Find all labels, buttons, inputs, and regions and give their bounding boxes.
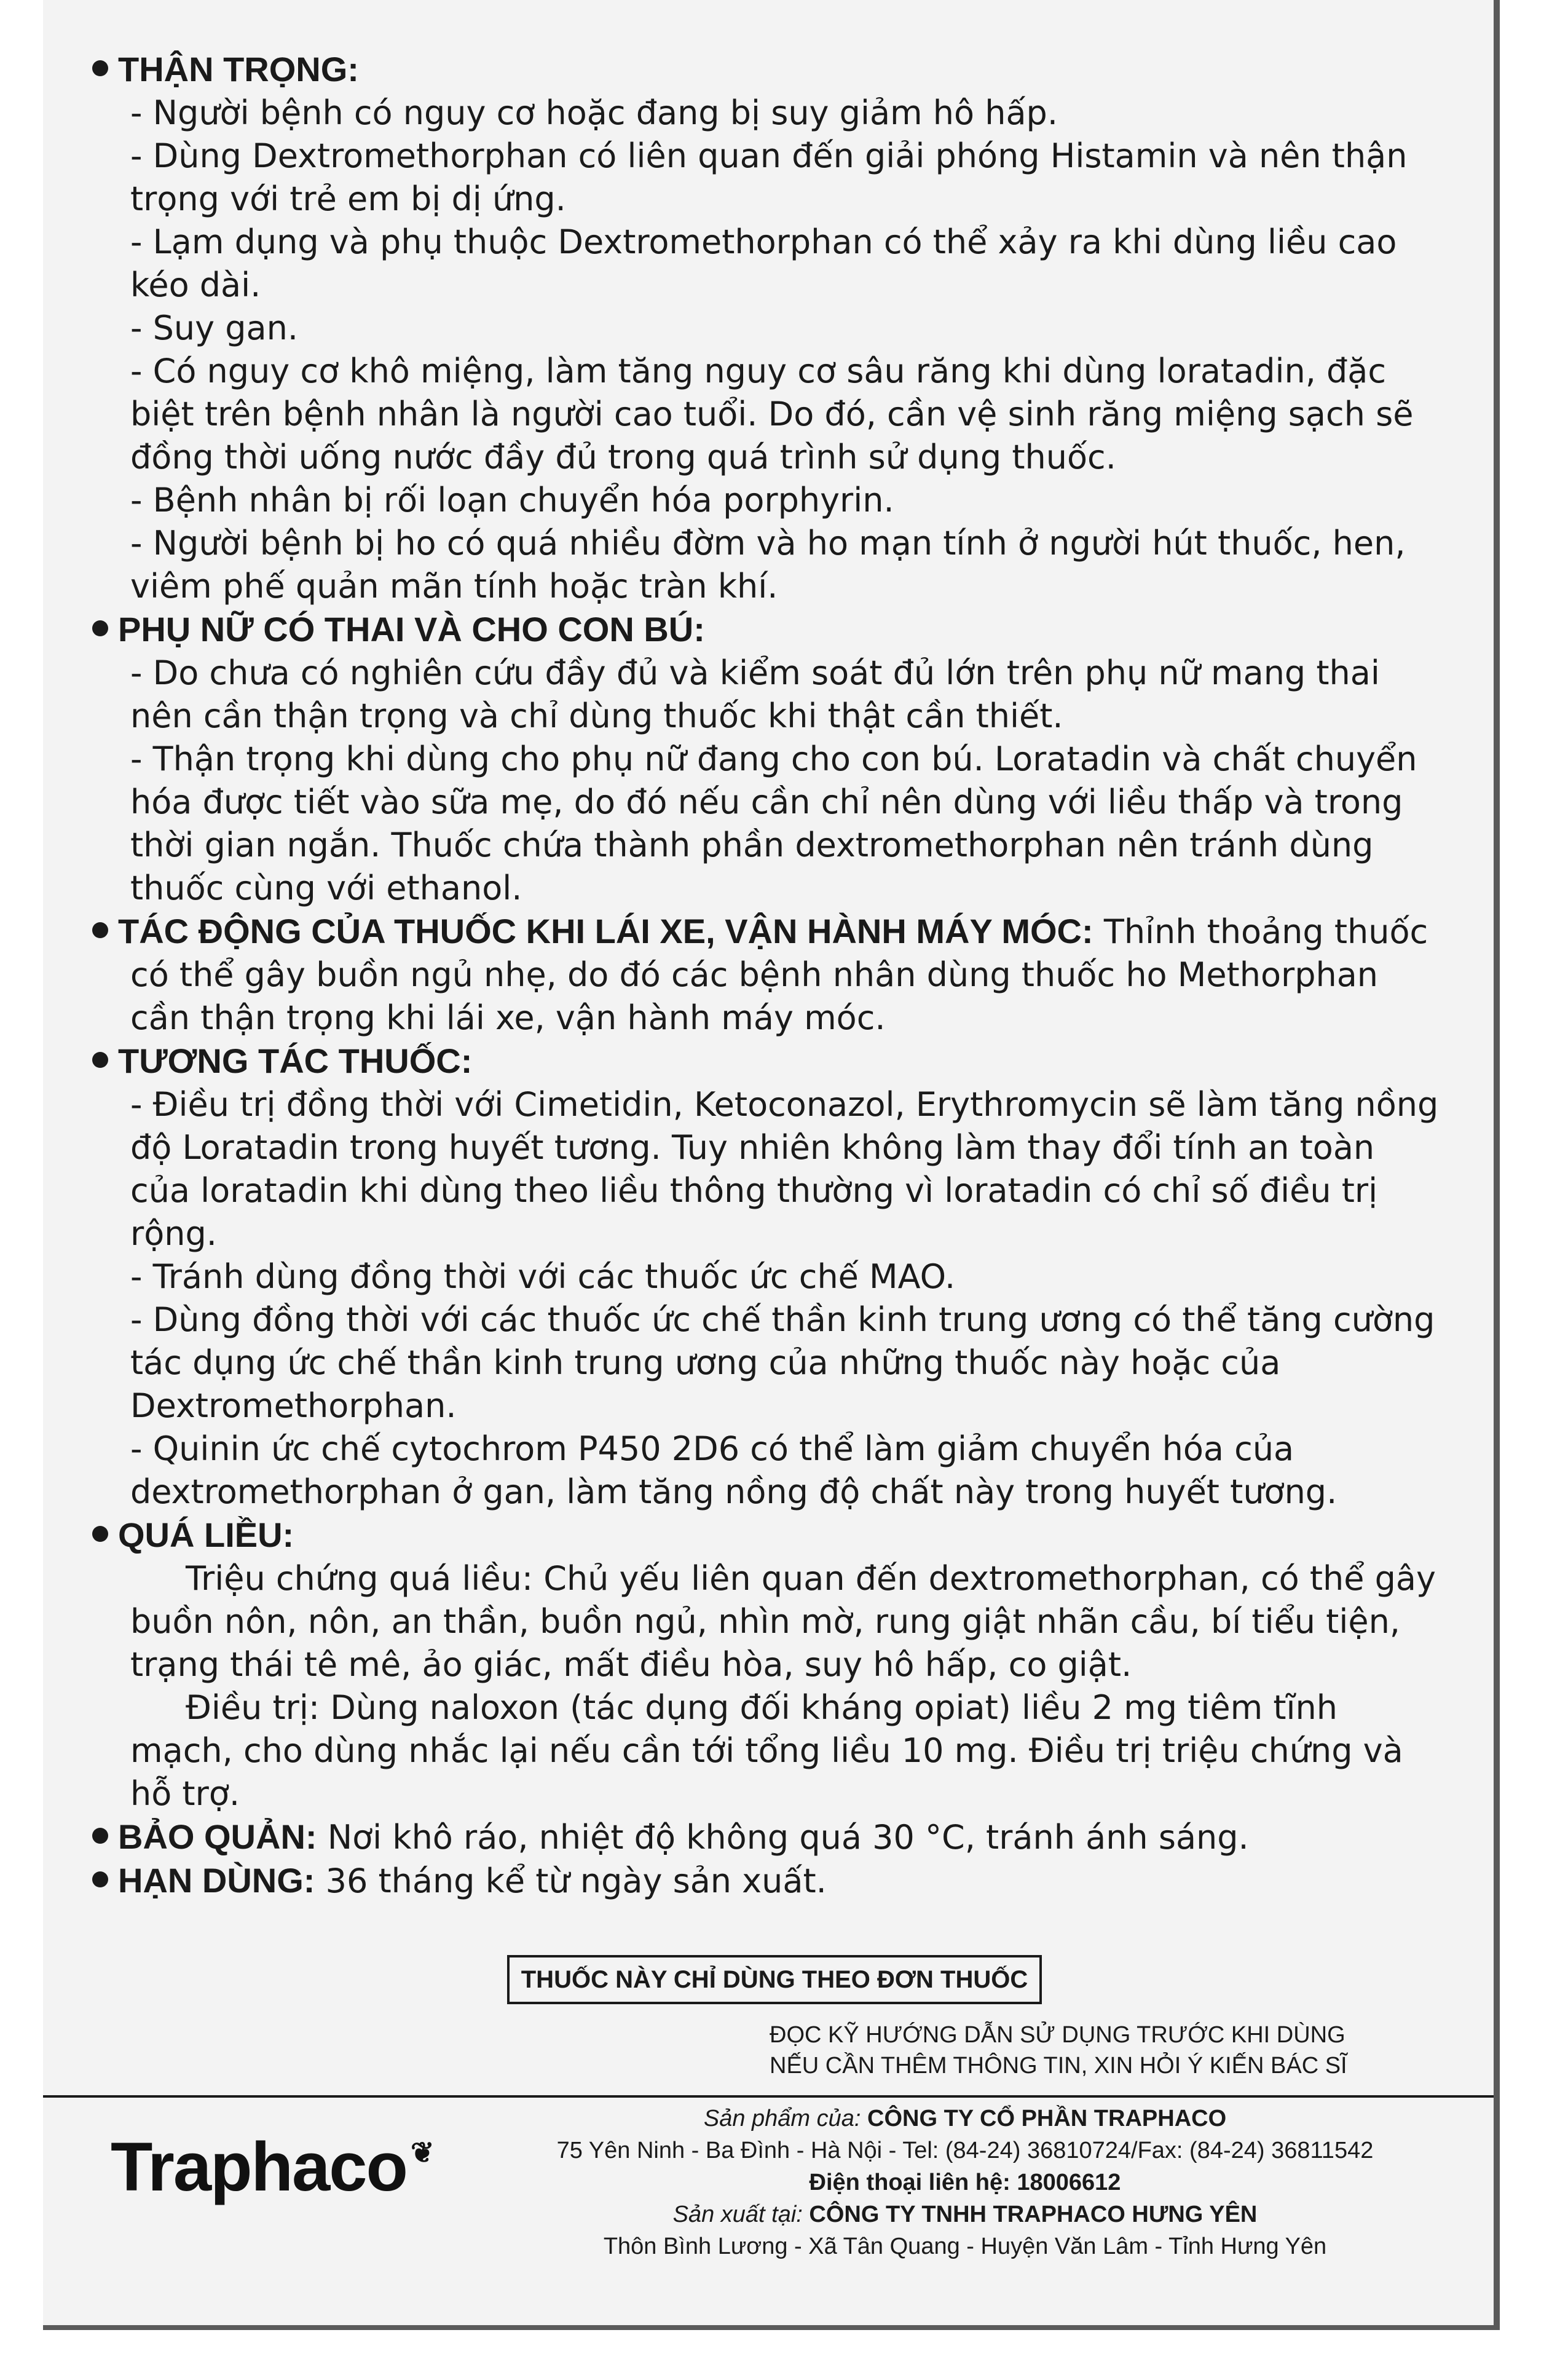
tuong-tac-line: - Điều trị đồng thời với Cimetidin, Ketoconazol, Erythromycin sẽ làm tăng nồng độ Loratadin trong huyết tương. Tuy nhiên không làm thay đổi tính an toàn của loratadin khi dùng theo liều thông thường vì loratadin có chỉ số điều trị rộng.: [130, 1085, 1439, 1253]
leaf-icon: ❦: [410, 2136, 433, 2168]
bullet-icon: [92, 620, 108, 636]
company-footer: [467, 2103, 1463, 2262]
heading-qua-lieu: QUÁ LIỀU:: [118, 1515, 294, 1554]
prescription-box: THUỐC NÀY CHỈ DÙNG THEO ĐƠN THUỐC: [507, 1955, 1042, 2004]
than-trong-line: - Người bệnh bị ho có quá nhiều đờm và ho mạn tính ở người hút thuốc, hen, viêm phế quản mãn tính hoặc tràn khí.: [130, 524, 1406, 606]
phu-nu-line: - Do chưa có nghiên cứu đầy đủ và kiểm soát đủ lớn trên phụ nữ mang thai nên cần thận trọng và chỉ dùng thuốc khi thật cần thiết.: [130, 654, 1380, 735]
than-trong-line: - Có nguy cơ khô miệng, làm tăng nguy cơ sâu răng khi dùng loratadin, đặc biệt trên bệnh nhân là người cao tuổi. Do đó, cần vệ sinh răng miệng sạch sẽ đồng thời uống nước đầy đủ trong quá trình sử dụng thuốc.: [130, 352, 1414, 476]
product-by: CÔNG TY CỔ PHẦN TRAPHACO: [867, 2106, 1227, 2131]
section-bao-quan: [92, 1815, 1444, 1859]
than-trong-line: - Lạm dụng và phụ thuộc Dextromethorphan có thể xảy ra khi dùng liều cao kéo dài.: [130, 223, 1397, 304]
section-than-trong: [92, 48, 1444, 608]
han-dung-text: 36 tháng kể từ ngày sản xuất.: [325, 1862, 827, 1900]
bullet-icon: [92, 1052, 108, 1068]
heading-tuong-tac: TƯƠNG TÁC THUỐC:: [118, 1041, 473, 1080]
heading-han-dung: HẠN DÙNG:: [118, 1861, 315, 1900]
tuong-tac-line: - Tránh dùng đồng thời với các thuốc ức chế MAO.: [130, 1257, 956, 1296]
bullet-icon: [92, 1828, 108, 1844]
section-han-dung: [92, 1859, 1444, 1903]
heading-phu-nu: PHỤ NỮ CÓ THAI VÀ CHO CON BÚ:: [118, 610, 705, 649]
phu-nu-line: - Thận trọng khi dùng cho phụ nữ đang cho con bú. Loratadin và chất chuyển hóa được tiết vào sữa mẹ, do đó nếu cần chỉ nên dùng với liều thấp và trong thời gian ngắn. Thuốc chứa thành phần dextromethorphan nên tránh dùng thuốc cùng với ethanol.: [130, 740, 1417, 907]
factory-address: Thôn Bình Lương - Xã Tân Quang - Huyện Văn Lâm - Tỉnh Hưng Yên: [603, 2234, 1327, 2259]
footer-divider: [43, 2095, 1494, 2098]
tuong-tac-line: - Dùng đồng thời với các thuốc ức chế thần kinh trung ương có thể tăng cường tác dụng ức chế thần kinh trung ương của những thuốc này hoặc của Dextromethorphan.: [130, 1300, 1435, 1425]
hotline: Điện thoại liên hệ: 18006612: [809, 2170, 1121, 2195]
made-at-label: Sản xuất tại:: [672, 2202, 803, 2227]
made-at: CÔNG TY TNHH TRAPHACO HƯNG YÊN: [809, 2202, 1258, 2227]
section-phu-nu: [92, 608, 1444, 910]
qua-lieu-symptoms: Triệu chứng quá liều: Chủ yếu liên quan đến dextromethorphan, có thể gây buồn nôn, nôn, an thần, buồn ngủ, nhìn mờ, rung giật nhãn cầu, bí tiểu tiện, trạng thái tê mê, ảo giác, mất điều hòa, suy hô hấp, co giật.: [130, 1559, 1436, 1684]
heading-lai-xe: TÁC ĐỘNG CỦA THUỐC KHI LÁI XE, VẬN HÀNH MÁY MÓC:: [118, 912, 1093, 950]
brand-logo: [111, 2127, 433, 2206]
bullet-icon: [92, 60, 108, 76]
than-trong-line: - Bệnh nhân bị rối loạn chuyển hóa porphyrin.: [130, 481, 894, 519]
heading-than-trong: THẬN TRỌNG:: [118, 50, 359, 89]
bullet-icon: [92, 1526, 108, 1542]
than-trong-line: - Suy gan.: [130, 309, 299, 347]
company-address: 75 Yên Ninh - Ba Đình - Hà Nội - Tel: (84-24) 36810724/Fax: (84-24) 36811542: [556, 2138, 1374, 2163]
product-by-label: Sản phẩm của:: [703, 2106, 861, 2131]
section-lai-xe: [92, 910, 1444, 1040]
section-tuong-tac: [92, 1040, 1444, 1514]
bullet-icon: [92, 1871, 108, 1887]
lai-xe-text: Thỉnh thoảng thuốc có thể gây buồn ngủ nhẹ, do đó các bệnh nhân dùng thuốc ho Methorphan cần thận trọng khi lái xe, vận hành máy móc.: [130, 912, 1428, 1037]
tuong-tac-line: - Quinin ức chế cytochrom P450 2D6 có thể làm giảm chuyển hóa của dextromethorphan ở gan, làm tăng nồng độ chất này trong huyết tương.: [130, 1429, 1338, 1511]
read-notice: [770, 2020, 1446, 2081]
qua-lieu-treatment: Điều trị: Dùng naloxon (tác dụng đối kháng opiat) liều 2 mg tiêm tĩnh mạch, cho dùng nhắc lại nếu cần tới tổng liều 10 mg. Điều trị triệu chứng và hỗ trợ.: [130, 1688, 1403, 1813]
heading-bao-quan: BẢO QUẢN:: [118, 1817, 317, 1856]
bullet-icon: [92, 922, 108, 938]
than-trong-line: - Người bệnh có nguy cơ hoặc đang bị suy giảm hô hấp.: [130, 93, 1058, 132]
read-notice-line2: NẾU CẦN THÊM THÔNG TIN, XIN HỎI Ý KIẾN BÁC SĨ: [770, 2053, 1347, 2079]
logo-text: Traphaco: [111, 2128, 407, 2205]
leaflet-content: [92, 48, 1444, 1903]
section-qua-lieu: [92, 1514, 1444, 1815]
than-trong-line: - Dùng Dextromethorphan có liên quan đến giải phóng Histamin và nên thận trọng với trẻ em bị dị ứng.: [130, 136, 1408, 218]
bao-quan-text: Nơi khô ráo, nhiệt độ không quá 30 °C, tránh ánh sáng.: [327, 1818, 1249, 1857]
read-notice-line1: ĐỌC KỸ HƯỚNG DẪN SỬ DỤNG TRƯỚC KHI DÙNG: [770, 2022, 1345, 2048]
